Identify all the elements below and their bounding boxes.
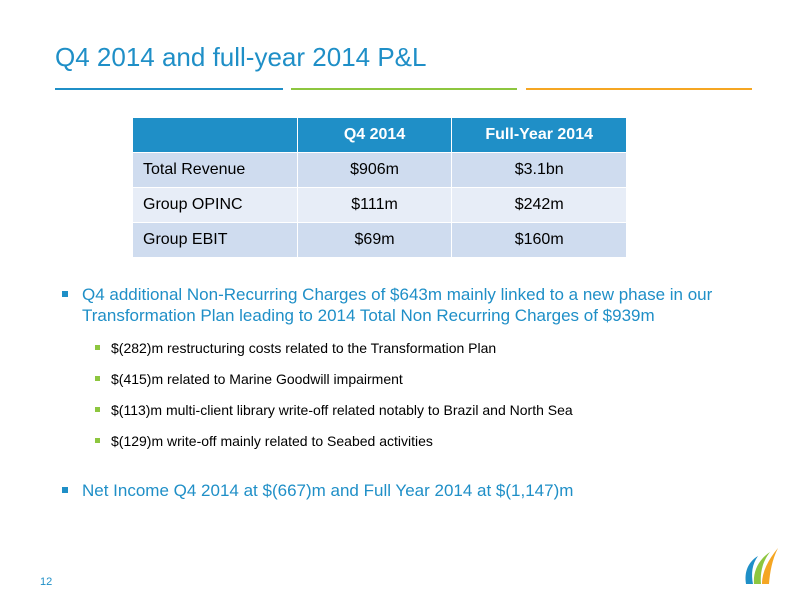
sub-bullet-text: $(415)m related to Marine Goodwill impairment [111, 371, 403, 387]
table-cell: Group OPINC [133, 188, 298, 223]
square-bullet-icon [62, 291, 68, 297]
table-row [133, 223, 627, 258]
square-bullet-icon [95, 438, 100, 443]
sub-bullet [95, 432, 433, 450]
title-underline-blue [55, 88, 283, 90]
bullet-text: Net Income Q4 2014 at $(667)m and Full Year 2014 at $(1,147)m [82, 481, 574, 500]
bullet-nonrecurring-charges [62, 284, 732, 326]
table-header-cell [133, 118, 298, 153]
bullet-text: Q4 additional Non-Recurring Charges of $643m mainly linked to a new phase in our Transformation Plan leading to 2014 Total Non Recurring Charges of $939m [82, 285, 713, 325]
title-underline-orange [526, 88, 752, 90]
page-title: Q4 2014 and full-year 2014 P&L [55, 42, 427, 72]
table-cell: $906m [297, 153, 452, 188]
sub-bullet [95, 401, 573, 419]
pl-table [132, 117, 627, 258]
square-bullet-icon [62, 487, 68, 493]
company-logo-icon [738, 546, 780, 586]
table-cell: $160m [452, 223, 627, 258]
table-header-cell: Q4 2014 [297, 118, 452, 153]
bullet-net-income [62, 480, 732, 501]
square-bullet-icon [95, 376, 100, 381]
square-bullet-icon [95, 345, 100, 350]
sub-bullet [95, 339, 496, 357]
sub-bullet-text: $(129)m write-off mainly related to Seabed activities [111, 433, 433, 449]
table-cell: $242m [452, 188, 627, 223]
sub-bullet-text: $(282)m restructuring costs related to the Transformation Plan [111, 340, 497, 356]
title-underline-green [291, 88, 517, 90]
page-number: 12 [40, 576, 53, 588]
table-cell: $69m [297, 223, 452, 258]
sub-bullet-text: $(113)m multi-client library write-off related notably to Brazil and North Sea [111, 402, 573, 418]
square-bullet-icon [95, 407, 100, 412]
sub-bullet [95, 370, 403, 388]
table-cell: Group EBIT [133, 223, 298, 258]
table-cell: Total Revenue [133, 153, 298, 188]
table-cell: $3.1bn [452, 153, 627, 188]
table-row [133, 188, 627, 223]
table-header-cell: Full-Year 2014 [452, 118, 627, 153]
table-row [133, 153, 627, 188]
table-header-row [133, 118, 627, 153]
table-cell: $111m [297, 188, 452, 223]
